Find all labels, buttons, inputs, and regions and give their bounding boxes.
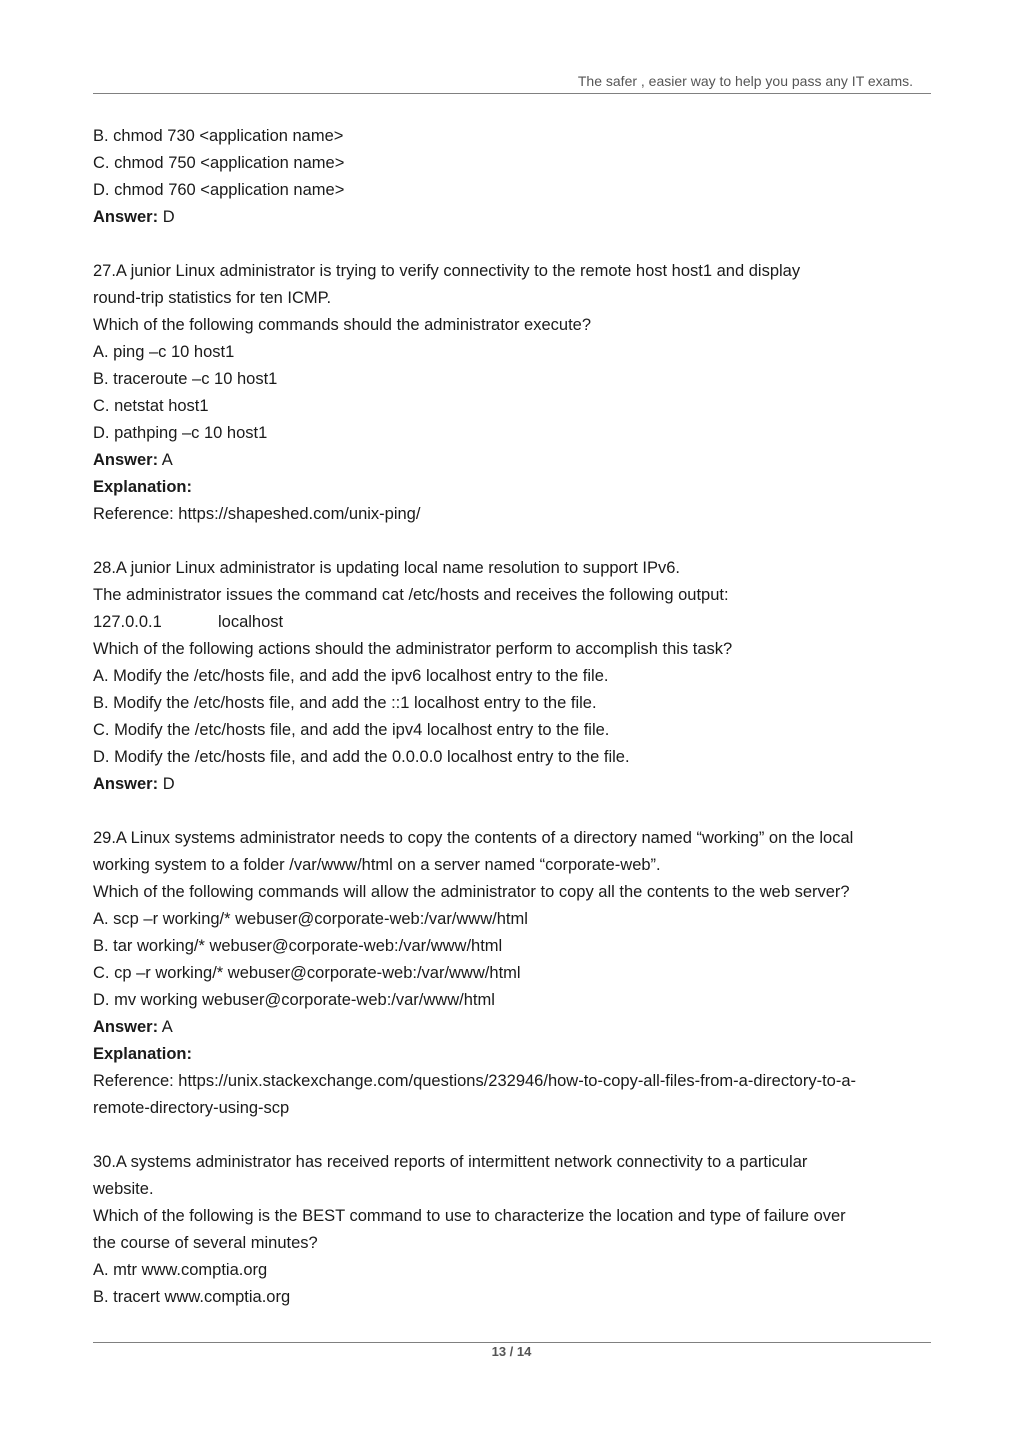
question-30-prompt: Which of the following is the BEST command to use to characterize the location and type of failure over (93, 1207, 846, 1225)
reference-text: Reference: https://shapeshed.com/unix-ping/ (93, 505, 421, 523)
option-d: D. mv working webuser@corporate-web:/var/www/html (93, 991, 495, 1009)
header-divider (93, 93, 931, 94)
question-27-stem: 27.A junior Linux administrator is trying to verify connectivity to the remote host host1 and display (93, 262, 801, 280)
option-b: B. chmod 730 <application name> (93, 127, 344, 145)
answer-line (93, 447, 933, 474)
question-28-stem: 28.A junior Linux administrator is updating local name resolution to support IPv6. (93, 559, 680, 577)
option-a: A. Modify the /etc/hosts file, and add the ipv6 localhost entry to the file. (93, 667, 609, 685)
explanation-label: Explanation: (93, 478, 193, 496)
question-30-stem: website. (93, 1180, 154, 1198)
reference-text: remote-directory-using-scp (93, 1099, 290, 1117)
option-a: A. scp –r working/* webuser@corporate-web:/var/www/html (93, 910, 528, 928)
hosts-name: localhost (218, 613, 284, 631)
question-30-stem: 30.A systems administrator has received reports of intermittent network connectivity to a particular (93, 1153, 808, 1171)
option-b: B. Modify the /etc/hosts file, and add the ::1 localhost entry to the file. (93, 694, 597, 712)
answer-label: Answer: (93, 775, 159, 793)
question-29-stem: 29.A Linux systems administrator needs to copy the contents of a directory named “working” on the local (93, 829, 854, 847)
question-27-prompt: Which of the following commands should the administrator execute? (93, 316, 592, 334)
question-29-stem: working system to a folder /var/www/html on a server named “corporate-web”. (93, 856, 661, 874)
answer-label: Answer: (93, 451, 159, 469)
header-tagline: The safer , easier way to help you pass any IT exams. (577, 73, 913, 89)
option-c: C. Modify the /etc/hosts file, and add the ipv4 localhost entry to the file. (93, 721, 610, 739)
answer-value: A (161, 1018, 173, 1036)
answer-label: Answer: (93, 1018, 159, 1036)
option-c: C. netstat host1 (93, 397, 209, 415)
question-29-prompt: Which of the following commands will allow the administrator to copy all the contents to the web server? (93, 883, 850, 901)
answer-value: D (162, 775, 175, 793)
question-28-stem: The administrator issues the command cat /etc/hosts and receives the following output: (93, 586, 729, 604)
option-a: A. mtr www.comptia.org (93, 1261, 268, 1279)
question-27-stem: round-trip statistics for ten ICMP. (93, 289, 332, 307)
page-number: 13 / 14 (491, 1344, 532, 1359)
explanation-label: Explanation: (93, 1045, 193, 1063)
footer-divider (93, 1342, 931, 1343)
option-a: A. ping –c 10 host1 (93, 343, 235, 361)
answer-value: A (161, 451, 173, 469)
answer-line (93, 771, 933, 798)
answer-line (93, 1014, 933, 1041)
question-30-prompt: the course of several minutes? (93, 1234, 318, 1252)
document-body (93, 123, 933, 1311)
option-c: C. cp –r working/* webuser@corporate-web:/var/www/html (93, 964, 521, 982)
option-b: B. tar working/* webuser@corporate-web:/var/www/html (93, 937, 503, 955)
option-c: C. chmod 750 <application name> (93, 154, 345, 172)
option-d: D. pathping –c 10 host1 (93, 424, 268, 442)
hosts-ip: 127.0.0.1 (93, 613, 162, 631)
option-d: D. chmod 760 <application name> (93, 181, 345, 199)
answer-line (93, 204, 933, 231)
reference-text: Reference: https://unix.stackexchange.com/questions/232946/how-to-copy-all-files-from-a-directory-to-a- (93, 1072, 857, 1090)
question-28-prompt: Which of the following actions should the administrator perform to accomplish this task? (93, 640, 733, 658)
option-b: B. tracert www.comptia.org (93, 1288, 291, 1306)
option-d: D. Modify the /etc/hosts file, and add the 0.0.0.0 localhost entry to the file. (93, 748, 630, 766)
answer-label: Answer: (93, 208, 159, 226)
answer-value: D (162, 208, 175, 226)
option-b: B. traceroute –c 10 host1 (93, 370, 278, 388)
hosts-output (93, 609, 933, 636)
